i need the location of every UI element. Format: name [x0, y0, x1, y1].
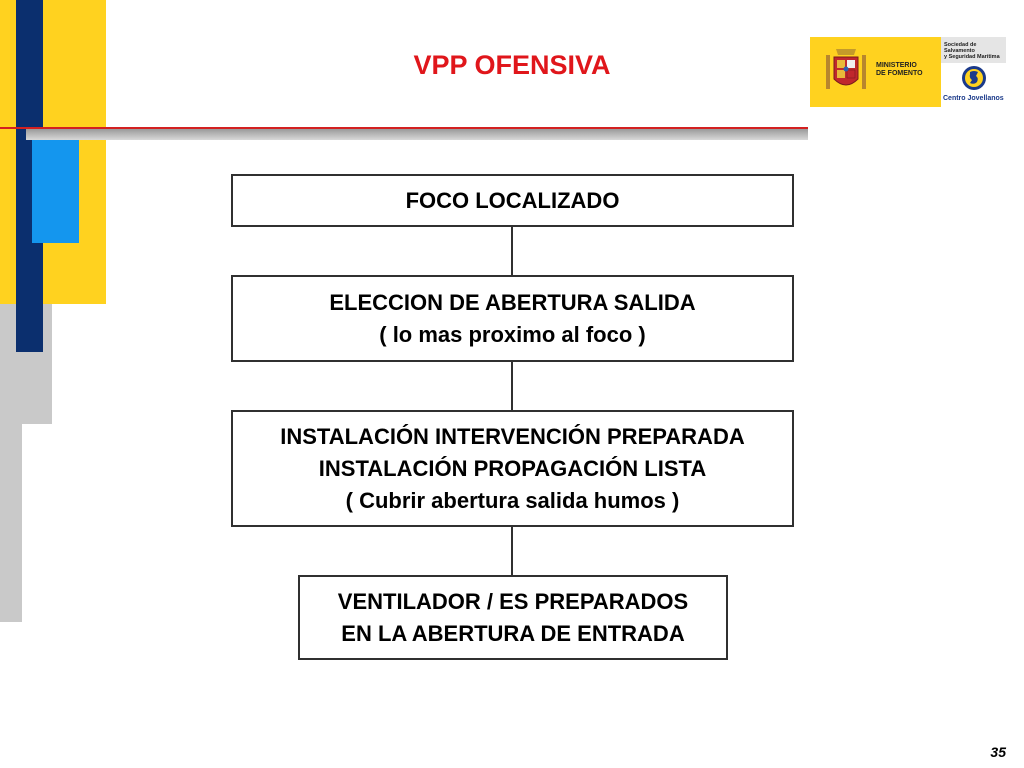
- flow-step-1-text: FOCO LOCALIZADO: [405, 187, 620, 213]
- flow-step-3-line-2: INSTALACIÓN PROPAGACIÓN LISTA: [318, 455, 707, 481]
- flow-step-2-line-2: ( lo mas proximo al foco ): [379, 321, 646, 347]
- logo-ministry-panel: [810, 37, 941, 107]
- ministry-name: MINISTERIO DE FOMENTO: [876, 62, 923, 77]
- flow-connector: [511, 362, 513, 410]
- flow-step-3-line-3: ( Cubrir abertura salida humos ): [345, 487, 680, 513]
- flow-step-instalacion: [231, 410, 794, 527]
- flow-step-ventilador: [298, 575, 728, 660]
- spain-coat-of-arms-icon: [824, 45, 868, 99]
- ministry-logo: [810, 37, 1006, 107]
- flow-step-2-line-1: ELECCION DE ABERTURA SALIDA: [329, 289, 696, 315]
- flow-step-4-line-2: EN LA ABERTURA DE ENTRADA: [341, 620, 685, 646]
- flow-step-foco-localizado: [231, 174, 794, 227]
- flow-connector: [511, 227, 513, 275]
- flow-step-4-line-1: VENTILADOR / ES PREPARADOS: [337, 588, 689, 614]
- header-rule-gray: [26, 129, 808, 140]
- flow-step-3-line-1: INSTALACIÓN INTERVENCIÓN PREPARADA: [280, 423, 745, 449]
- society-name: Sociedad de Salvamento y Seguridad Marítima: [944, 42, 1000, 60]
- decor-bar-blue: [32, 140, 79, 243]
- centro-jovellanos-label: Centro Jovellanos: [943, 95, 1004, 102]
- slide-title: VPP OFENSIVA: [413, 50, 611, 80]
- logo-society-panel: [941, 37, 1006, 107]
- page-number: 35: [990, 744, 1006, 760]
- salvamento-maritimo-emblem-icon: [961, 64, 987, 92]
- flow-step-eleccion-abertura: [231, 275, 794, 362]
- flow-connector: [511, 527, 513, 575]
